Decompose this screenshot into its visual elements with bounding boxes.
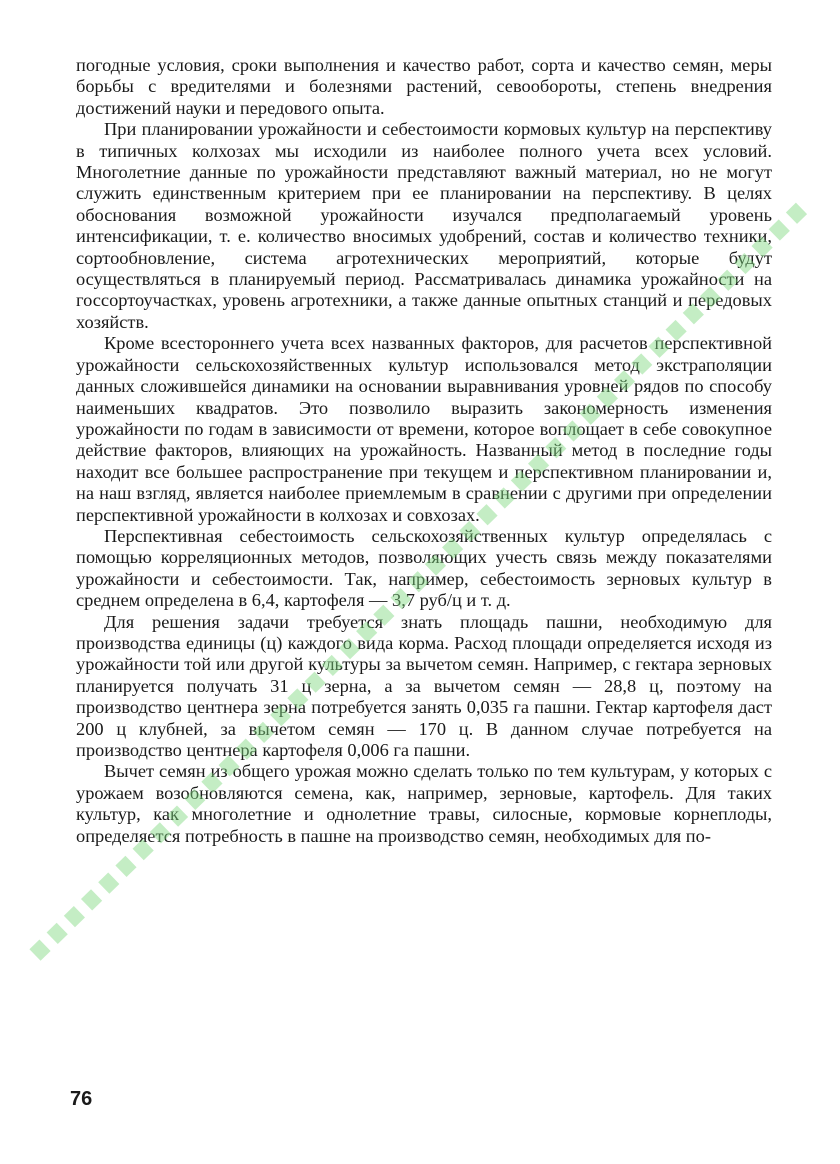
paragraph-5: Для решения задачи требуется знать площадь пашни, необходимую для производства единицы (ц) каждого вида корма. Расход площади определяется исходя из урожайности той или другой культуры за вычетом семян. Например, с гектара зерновых планируется получать 31 ц зерна, а за вычетом семян — 28,8 ц, поэтому на производство центнера зерна потребуется занять 0,035 га пашни. Гектар картофеля даст 200 ц клубней, за вычетом семян — 170 ц. В данном случае потребуется на производство центнера картофеля 0,006 га пашни. — [76, 611, 772, 760]
document-page — [76, 55, 772, 847]
paragraph-6: Вычет семян из общего урожая можно сделать только по тем культурам, у которых с урожаем возобновляются семена, как, например, зерновые, картофель. Для таких культур, как многолетние и однолетние травы, силосные, кормовые корнеплоды, определяется потребность в пашне на производство семян, необходимых для по- — [76, 761, 772, 846]
paragraph-1: погодные условия, сроки выполнения и качество работ, сорта и качество семян, меры борьбы с вредителями и болезнями растений, севообороты, степень внедрения достижений науки и передового опыта. — [76, 55, 772, 118]
page-number: 76 — [70, 1088, 93, 1110]
paragraph-4: Перспективная себестоимость сельскохозяйственных культур определялась с помощью корреляционных методов, позволяющих учесть связь между показателями урожайности и себестоимости. Так, например, себестоимость зерновых культур в среднем определена в 6,4, картофеля — 3,7 руб/ц и т. д. — [76, 525, 772, 611]
paragraph-3: Кроме всестороннего учета всех названных факторов, для расчетов перспективной урожайности сельскохозяйственных культур использовался метод экстраполяции данных сложившейся динамики на основании выравнивания уровней рядов по способу наименьших квадратов. Это позволило выразить закономерность изменения урожайности по годам в зависимости от времени, которое воплощает в себе совокупное действие факторов, влияющих на урожайность. Названный метод в последние годы находит все большее распространение при текущем и перспективном планировании и, на наш взгляд, является наиболее приемлемым в сравнении с другими при определении перспективной урожайности в колхозах и совхозах. — [76, 333, 772, 525]
paragraph-2: При планировании урожайности и себестоимости кормовых культур на перспективу в типичных колхозах мы исходили из наиболее полного учета всех условий. Многолетние данные по урожайности представляют важный материал, но не могут служить единственным критерием при ее планировании на перспективу. В целях обоснования возможной урожайности изучался предполагаемый уровень интенсификации, т. е. количество вносимых удобрений, состав и количество техники, сортообновление, система агротехнических мероприятий, которые будут осуществляться в планируемый период. Рассматривалась динамика урожайности на госсортоучастках, уровень агротехники, а также данные опытных станций и передовых хозяйств. — [76, 119, 772, 332]
